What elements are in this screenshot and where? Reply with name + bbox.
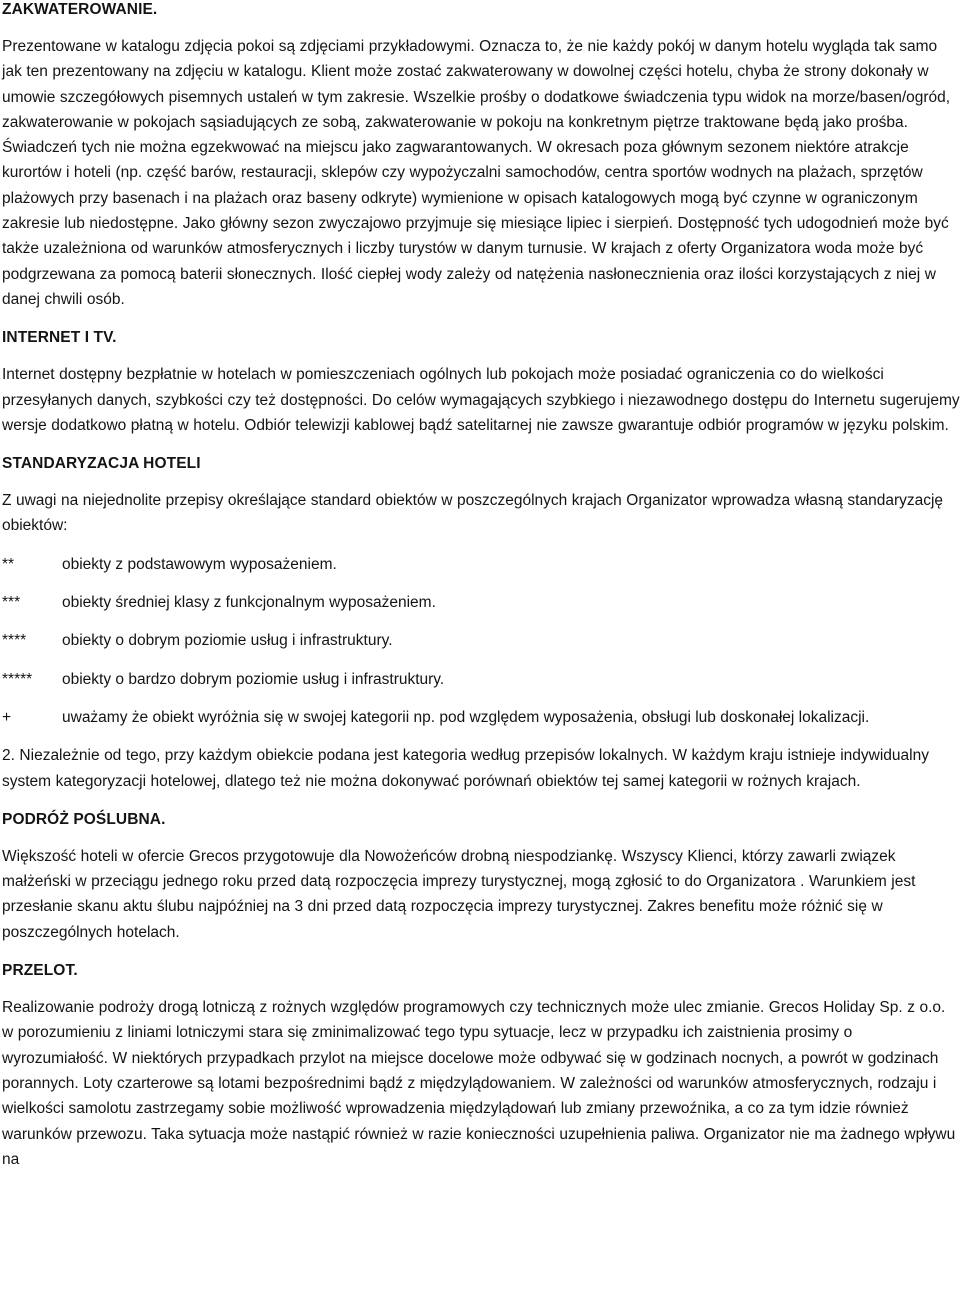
paragraph-internet: Internet dostępny bezpłatnie w hotelach w pomieszczeniach ogólnych lub pokojach może posiadać ograniczenia co do wielkości przesyłanych danych, szybkości czy też dostępności. Do celów wymagających szybkiego i niezawodnego dostępu do Internetu sugerujemy wersje dodatkowo płatną w hotelu. Odbiór telewizji kablowej bądź satelitarnej nie zawsze gwarantuje odbiór programów w języku polskim. <box>2 366 960 434</box>
paragraph-przelot: Realizowanie podroży drogą lotniczą z rożnych względów programowych czy technicznych może ulec zmianie. Grecos Holiday Sp. z o.o. w porozumieniu z liniami lotniczymi stara się zminimalizować tego typu sytuacje, lecz w przypadku ich zaistnienia prosimy o wyrozumiałość. W niektórych przypadkach przylot na miejsce docelowe może odbywać się w godzinach nocnych, a powrót w godzinach porannych. Loty czarterowe są lotami bezpośrednimi bądź z międzylądowaniem. W zależności od warunków atmosferycznych, rodzaju i wielkości samolotu zastrzegamy sobie możliwość wprowadzenia międzylądowań lub zmiany przewoźnika, a co za tym idzie również warunków przewozu. Taka sytuacja może nastąpić również w razie konieczności uzupełnienia paliwa. Organizator nie ma żadnego wpływu na <box>2 999 956 1168</box>
star-rating-mark: + <box>2 708 12 726</box>
star-rating-mark: **** <box>2 632 27 650</box>
list-item <box>2 628 960 653</box>
section-title-standaryzacja: STANDARYZACJA HOTELI <box>2 455 201 473</box>
star-rating-description: obiekty o dobrym poziomie usług i infrastruktury. <box>62 632 393 650</box>
paragraph-podroz-poslubna: Większość hoteli w ofercie Grecos przygotowuje dla Nowożeńców drobną niespodziankę. Wszyscy Klienci, którzy zawarli związek małżeński w przeciągu jednego roku przed datą rozpoczęcia imprezy turystycznej, mogą zgłosić to do Organizatora . Warunkiem jest przesłanie skanu aktu ślubu najpóźniej na 3 dni przed datą rozpoczęcia imprezy turystycznej. Zakres benefitu może różnić się w poszczególnych hotelach. <box>2 847 916 941</box>
paragraph-zakwaterowanie: Prezentowane w katalogu zdjęcia pokoi są zdjęciami przykładowymi. Oznacza to, że nie każdy pokój w danym hotelu wygląda tak samo jak ten prezentowany na zdjęciu w katalogu. Klient może zostać zakwaterowany w dowolnej części hotelu, chyba że strony dokonały w umowie szczegółowych pisemnych ustaleń w tym zakresie. Wszelkie prośby o dodatkowe świadczenia typu widok na morze/basen/ogród, zakwaterowanie w pokojach sąsiadujących ze sobą, zakwaterowanie w pokoju na konkretnym piętrze traktowane będą jako prośba. Świadczeń tych nie można egzekwować na miejscu jako zagwarantowanych. W okresach poza głównym sezonem niektóre atrakcje kurortów i hoteli (np. część barów, restauracji, sklepów czy wypożyczalni samochodów, centra sportów wodnych na plażach, sprzętów plażowych przy basenach i na plażach oraz baseny odkryte) wymienione w opisach katalogowych mogą być czynne w ograniczonym zakresie lub niedostępne. Jako główny sezon zwyczajowo przyjmuje się miesiące lipiec i sierpień. Dostępność tych udogodnień może być także uzależniona od warunków atmosferycznych i liczby turystów w danym turnusie. W krajach z oferty Organizatora woda może być podgrzewana za pomocą baterii słonecznych. Ilość ciepłej wody zależy od natężenia nasłonecznienia oraz ilości korzystających z niej w danej chwili osób. <box>2 38 951 308</box>
star-rating-description: obiekty z podstawowym wyposażeniem. <box>62 555 337 573</box>
list-item <box>2 705 960 730</box>
star-rating-mark: ** <box>2 555 15 573</box>
star-rating-mark: ***** <box>2 670 33 688</box>
list-item <box>2 552 960 577</box>
star-rating-mark: *** <box>2 594 21 612</box>
star-rating-description: uważamy że obiekt wyróżnia się w swojej kategorii np. pod względem wyposażenia, obsługi lub doskonałej lokalizacji. <box>62 708 870 726</box>
star-rating-description: obiekty o bardzo dobrym poziomie usług i infrastruktury. <box>62 670 445 688</box>
paragraph-standaryzacja-note: 2. Niezależnie od tego, przy każdym obiekcie podana jest kategoria według przepisów lokalnych. W każdym kraju istnieje indywidualny system kategoryzacji hotelowej, dlatego też nie można dokonywać porównań obiektów tej samej kategorii w rożnych krajach. <box>2 747 929 790</box>
section-title-zakwaterowanie: ZAKWATEROWANIE. <box>2 1 158 18</box>
section-title-internet: INTERNET I TV. <box>2 329 117 347</box>
star-category-list <box>2 552 960 730</box>
list-item <box>2 590 960 615</box>
list-item <box>2 667 960 692</box>
star-rating-description: obiekty średniej klasy z funkcjonalnym wyposażeniem. <box>62 594 436 612</box>
section-title-podroz-poslubna: PODRÓŻ POŚLUBNA. <box>2 810 166 828</box>
section-title-przelot: PRZELOT. <box>2 962 78 980</box>
paragraph-standaryzacja-intro: Z uwagi na niejednolite przepisy określające standard obiektów w poszczególnych krajach Organizator wprowadza własną standaryzację obiektów: <box>2 492 944 535</box>
